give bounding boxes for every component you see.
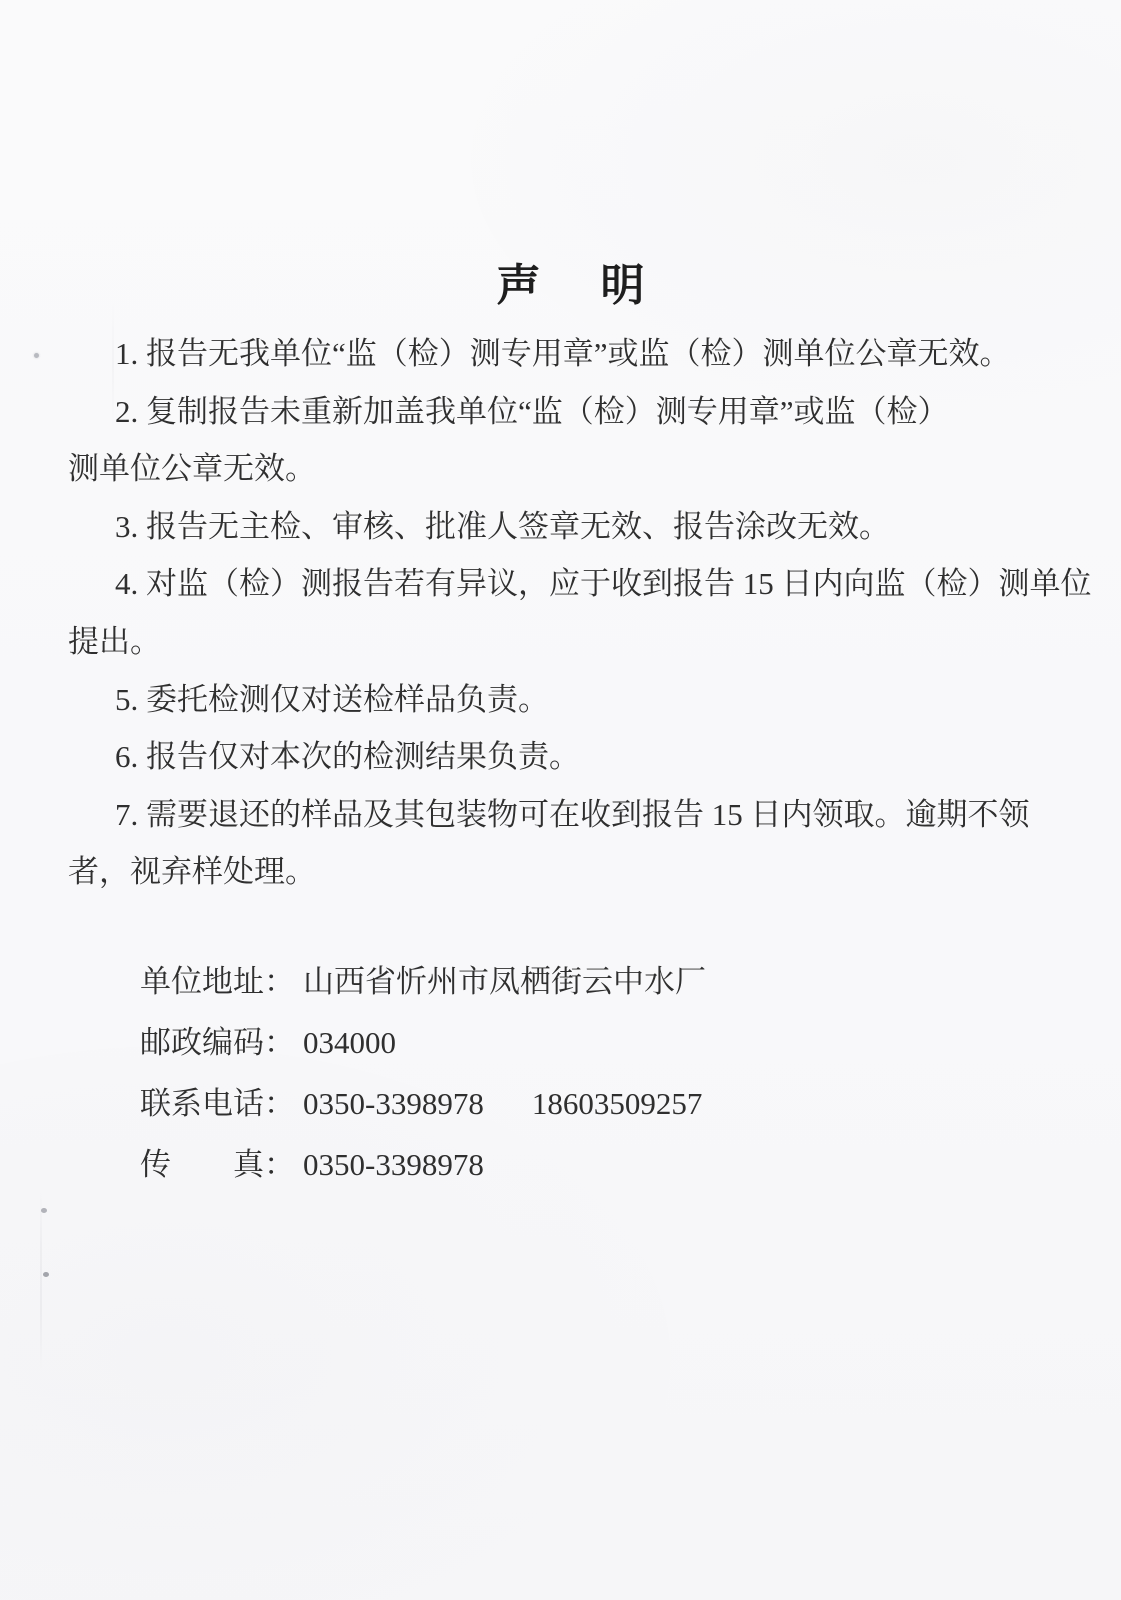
phone-label: 联系电话： [140, 1085, 295, 1121]
fax-label: 传 真： [140, 1146, 295, 1182]
phone-number-secondary: 18603509257 [531, 1085, 703, 1121]
postal-code-value: 034000 [303, 1024, 396, 1060]
statement-1: 1. 报告无我单位“监（检）测专用章”或监（检）测单位公章无效。 [115, 336, 1011, 371]
address-value: 山西省忻州市凤栖街云中水厂 [303, 963, 706, 999]
statement-7-line-2: 者，视弃样处理。 [68, 854, 316, 890]
paper-crease [40, 1190, 42, 1370]
statement-4-line-1: 4. 对监（检）测报告若有异议，应于收到报告 15 日内向监（检）测单位 [115, 566, 1092, 602]
contact-address-row [140, 951, 1081, 1012]
contact-fax-row [140, 1134, 1081, 1195]
statement-5: 5. 委托检测仅对送检样品负责。 [115, 681, 549, 717]
statement-4-line-2: 提出。 [68, 623, 161, 659]
scan-speck [41, 1208, 47, 1213]
statement-2-line-2: 测单位公章无效。 [68, 451, 316, 487]
statement-list [68, 325, 1092, 901]
statement-7-line-1: 7. 需要退还的样品及其包装物可在收到报告 15 日内领取。逾期不领 [115, 796, 1030, 832]
contact-postal-row [140, 1012, 1081, 1073]
contact-block [140, 951, 1081, 1195]
scan-speck [34, 353, 39, 358]
statement-6: 6. 报告仅对本次的检测结果负责。 [115, 739, 580, 775]
fax-value: 0350-3398978 [303, 1146, 484, 1182]
statement-3: 3. 报告无主检、审核、批准人签章无效、报告涂改无效。 [115, 508, 890, 544]
statement-2-line-1: 2. 复制报告未重新加盖我单位“监（检）测专用章”或监（检） [115, 393, 949, 429]
page-title: 声 明 [496, 261, 653, 310]
postal-code-label: 邮政编码： [140, 1024, 295, 1060]
contact-phone-row [140, 1073, 1081, 1134]
phone-number-primary: 0350-3398978 [303, 1085, 484, 1121]
address-label: 单位地址： [140, 963, 295, 999]
scan-speck [43, 1272, 49, 1277]
